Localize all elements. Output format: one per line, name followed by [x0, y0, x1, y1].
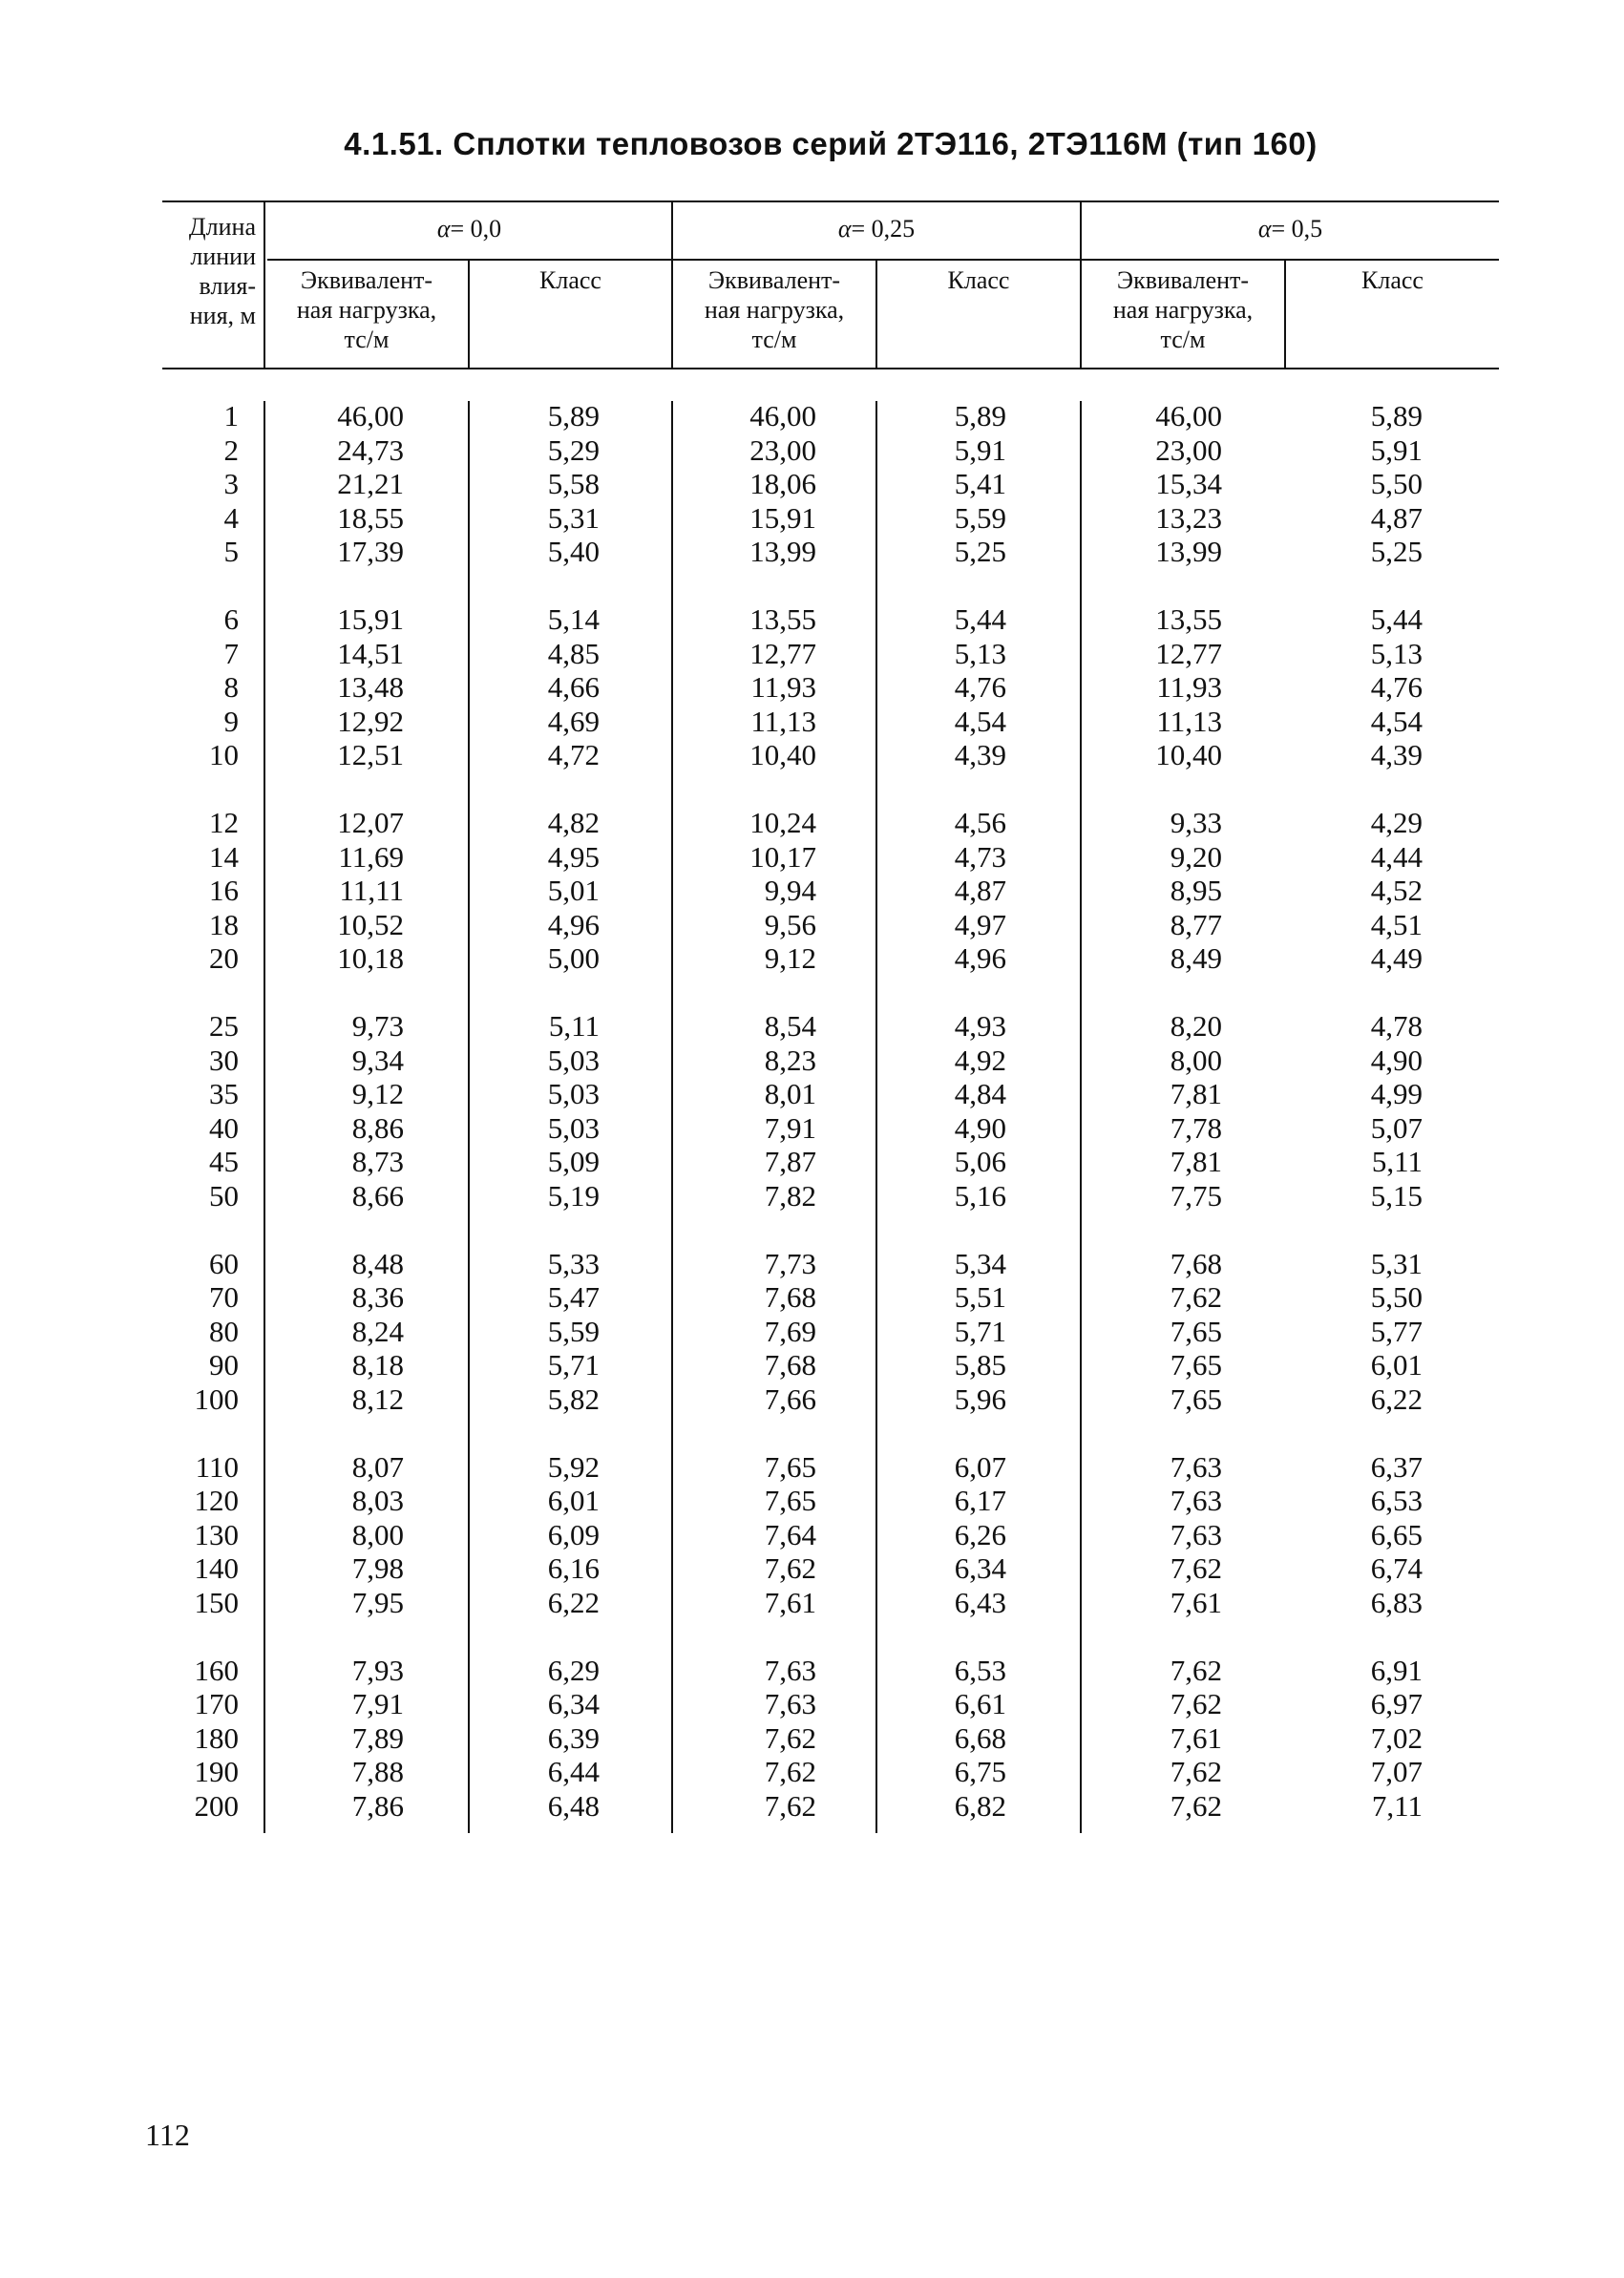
- class-cell: 6,07: [954, 1449, 1006, 1484]
- equivalent-load-cell: 7,63: [1170, 1484, 1222, 1517]
- page-number: 112: [145, 2118, 190, 2152]
- class-cell: 4,90: [954, 1110, 1006, 1145]
- alpha-value: = 0,25: [851, 215, 916, 243]
- equivalent-load-cell: 7,95: [351, 1585, 404, 1619]
- class-cell: 5,91: [1370, 432, 1423, 467]
- equivalent-load-cell: 7,63: [764, 1687, 816, 1720]
- equivalent-load-cell: 7,63: [1170, 1517, 1222, 1551]
- equivalent-load-cell: 10,52: [337, 907, 404, 941]
- row-length-cell: 10: [209, 738, 239, 771]
- class-cell: 5,89: [547, 399, 600, 432]
- header-class-2: Класс: [947, 266, 1010, 294]
- class-cell: 4,54: [1370, 704, 1423, 738]
- row-length-cell: 50: [209, 1178, 239, 1213]
- equivalent-load-cell: 8,77: [1170, 907, 1222, 941]
- class-cell: 6,37: [1370, 1449, 1423, 1484]
- row-length-cell: 200: [194, 1788, 239, 1823]
- equivalent-load-cell: 7,65: [764, 1449, 816, 1484]
- alpha-symbol: α: [1257, 215, 1272, 243]
- equivalent-load-cell: 7,61: [1170, 1585, 1222, 1619]
- class-cell: 4,76: [1370, 670, 1423, 704]
- equivalent-load-cell: 9,33: [1170, 806, 1222, 839]
- class-cell: 5,25: [1370, 535, 1423, 568]
- equivalent-load-cell: 7,69: [764, 1314, 816, 1348]
- class-cell: 5,77: [1370, 1314, 1423, 1348]
- equivalent-load-cell: 18,06: [749, 467, 816, 500]
- equivalent-load-cell: 8,20: [1170, 1009, 1222, 1043]
- equivalent-load-cell: 11,13: [1156, 704, 1222, 738]
- class-cell: 4,29: [1370, 806, 1423, 839]
- equivalent-load-cell: 8,00: [1170, 1043, 1222, 1077]
- class-cell: 6,09: [547, 1517, 600, 1551]
- table-top-rule: [162, 200, 1499, 202]
- row-length-cell: 35: [209, 1077, 239, 1110]
- equivalent-load-cell: 18,55: [337, 500, 404, 535]
- equivalent-load-cell: 7,75: [1170, 1178, 1222, 1213]
- class-cell: 6,16: [547, 1551, 600, 1585]
- class-cell: 6,44: [547, 1755, 600, 1788]
- class-cell: 5,11: [1371, 1145, 1423, 1178]
- equivalent-load-cell: 7,87: [764, 1145, 816, 1178]
- equivalent-load-cell: 12,92: [337, 704, 404, 738]
- alpha-value: = 0,5: [1271, 215, 1323, 243]
- class-cell: 4,39: [954, 738, 1006, 771]
- class-cell: 5,96: [954, 1382, 1006, 1416]
- class-cell: 5,01: [547, 874, 600, 907]
- equivalent-load-cell: 46,00: [1155, 399, 1222, 432]
- row-length-cell: 150: [194, 1585, 239, 1619]
- class-cell: 5,50: [1370, 467, 1423, 500]
- equivalent-load-cell: 7,63: [764, 1653, 816, 1687]
- equivalent-load-cell: 17,39: [337, 535, 404, 568]
- class-cell: 5,71: [547, 1348, 600, 1382]
- class-cell: 4,78: [1370, 1009, 1423, 1043]
- equivalent-load-cell: 7,62: [764, 1788, 816, 1823]
- class-cell: 4,39: [1370, 738, 1423, 771]
- row-length-cell: 180: [194, 1720, 239, 1755]
- class-cell: 5,15: [1370, 1178, 1423, 1213]
- equivalent-load-cell: 13,99: [1155, 535, 1222, 568]
- row-length-cell: 5: [223, 535, 239, 568]
- class-cell: 5,89: [954, 399, 1006, 432]
- equivalent-load-cell: 23,00: [1155, 432, 1222, 467]
- equivalent-load-cell: 7,98: [351, 1551, 404, 1585]
- equivalent-load-cell: 7,91: [764, 1110, 816, 1145]
- class-cell: 5,33: [547, 1246, 600, 1280]
- equivalent-load-cell: 7,82: [764, 1178, 816, 1213]
- class-cell: 4,56: [954, 806, 1006, 839]
- class-cell: 6,82: [954, 1788, 1006, 1823]
- row-length-cell: 20: [209, 941, 239, 975]
- row-length-cell: 12: [209, 806, 239, 839]
- alpha-value: = 0,0: [450, 215, 502, 243]
- equivalent-load-cell: 46,00: [749, 399, 816, 432]
- class-cell: 6,83: [1370, 1585, 1423, 1619]
- class-cell: 5,34: [954, 1246, 1006, 1280]
- class-cell: 5,92: [547, 1449, 600, 1484]
- row-length-cell: 3: [223, 467, 239, 500]
- equivalent-load-cell: 12,77: [1155, 636, 1222, 670]
- row-length-cell: 18: [209, 907, 239, 941]
- row-length-cell: 140: [194, 1551, 239, 1585]
- equivalent-load-cell: 7,66: [764, 1382, 816, 1416]
- class-cell: 5,29: [547, 432, 600, 467]
- class-cell: 4,95: [547, 839, 600, 874]
- equivalent-load-cell: 7,65: [1170, 1382, 1222, 1416]
- class-cell: 4,99: [1370, 1077, 1423, 1110]
- equivalent-load-cell: 8,00: [351, 1517, 404, 1551]
- header-load-line: тс/м: [751, 326, 797, 353]
- row-length-cell: 25: [209, 1009, 239, 1043]
- header-load-line: тс/м: [344, 326, 390, 353]
- class-cell: 4,54: [954, 704, 1006, 738]
- class-cell: 5,44: [1370, 602, 1423, 636]
- class-cell: 6,17: [954, 1484, 1006, 1517]
- row-length-cell: 30: [209, 1043, 239, 1077]
- equivalent-load-cell: 7,81: [1170, 1145, 1222, 1178]
- header-load-2: [673, 265, 875, 354]
- equivalent-load-cell: 7,65: [1170, 1348, 1222, 1382]
- class-cell: 4,96: [954, 941, 1006, 975]
- class-cell: 7,07: [1370, 1755, 1423, 1788]
- equivalent-load-cell: 9,34: [351, 1043, 404, 1077]
- class-cell: 5,51: [954, 1280, 1006, 1314]
- class-cell: 7,02: [1370, 1720, 1423, 1755]
- class-cell: 6,22: [547, 1585, 600, 1619]
- class-cell: 5,25: [954, 535, 1006, 568]
- class-cell: 4,87: [1370, 500, 1423, 535]
- header-alpha-group-3: [1082, 214, 1499, 243]
- class-cell: 4,97: [954, 907, 1006, 941]
- equivalent-load-cell: 8,01: [764, 1077, 816, 1110]
- equivalent-load-cell: 7,64: [764, 1517, 816, 1551]
- class-cell: 4,82: [547, 806, 600, 839]
- row-length-cell: 45: [209, 1145, 239, 1178]
- table-title: 4.1.51. Сплотки тепловозов серий 2ТЭ116, 2ТЭ116М (тип 160): [344, 126, 1318, 161]
- equivalent-load-cell: 8,07: [351, 1449, 404, 1484]
- row-length-cell: 130: [194, 1517, 239, 1551]
- class-cell: 5,13: [954, 636, 1006, 670]
- class-cell: 6,01: [1370, 1348, 1423, 1382]
- equivalent-load-cell: 8,86: [351, 1110, 404, 1145]
- equivalent-load-cell: 13,55: [749, 602, 816, 636]
- class-cell: 5,91: [954, 432, 1006, 467]
- equivalent-load-cell: 10,18: [337, 941, 404, 975]
- equivalent-load-cell: 7,73: [764, 1246, 816, 1280]
- equivalent-load-cell: 7,89: [351, 1720, 404, 1755]
- equivalent-load-cell: 7,78: [1170, 1110, 1222, 1145]
- equivalent-load-cell: 10,17: [749, 839, 816, 874]
- header-load-line: ная нагрузка,: [1112, 296, 1254, 324]
- class-cell: 4,44: [1370, 839, 1423, 874]
- equivalent-load-cell: 46,00: [337, 399, 404, 432]
- equivalent-load-cell: 8,12: [351, 1382, 404, 1416]
- class-cell: 6,61: [954, 1687, 1006, 1720]
- equivalent-load-cell: 13,48: [337, 670, 404, 704]
- equivalent-load-cell: 11,93: [750, 670, 816, 704]
- class-cell: 5,85: [954, 1348, 1006, 1382]
- equivalent-load-cell: 7,63: [1170, 1449, 1222, 1484]
- equivalent-load-cell: 8,73: [351, 1145, 404, 1178]
- equivalent-load-cell: 7,91: [351, 1687, 404, 1720]
- class-cell: 4,66: [547, 670, 600, 704]
- class-cell: 5,06: [954, 1145, 1006, 1178]
- equivalent-load-cell: 11,13: [750, 704, 816, 738]
- class-cell: 5,41: [954, 467, 1006, 500]
- equivalent-load-cell: 15,34: [1155, 467, 1222, 500]
- row-length-cell: 1: [223, 399, 239, 432]
- class-cell: 4,84: [954, 1077, 1006, 1110]
- class-cell: 5,82: [547, 1382, 600, 1416]
- equivalent-load-cell: 15,91: [337, 602, 404, 636]
- row-length-cell: 90: [209, 1348, 239, 1382]
- equivalent-load-cell: 12,51: [337, 738, 404, 771]
- header-alpha-group-2: [673, 214, 1080, 243]
- row-length-cell: 60: [209, 1246, 239, 1280]
- row-length-cell: 80: [209, 1314, 239, 1348]
- equivalent-load-cell: 9,94: [764, 874, 816, 907]
- equivalent-load-cell: 7,62: [764, 1755, 816, 1788]
- alpha-symbol: α: [837, 215, 852, 243]
- row-length-cell: 70: [209, 1280, 239, 1314]
- equivalent-load-cell: 7,62: [1170, 1788, 1222, 1823]
- class-cell: 5,40: [547, 535, 600, 568]
- class-cell: 5,14: [547, 602, 600, 636]
- class-cell: 5,00: [547, 941, 600, 975]
- equivalent-load-cell: 9,20: [1170, 839, 1222, 874]
- equivalent-load-cell: 7,62: [1170, 1687, 1222, 1720]
- class-cell: 6,43: [954, 1585, 1006, 1619]
- equivalent-load-cell: 10,40: [1155, 738, 1222, 771]
- equivalent-load-cell: 8,49: [1170, 941, 1222, 975]
- class-cell: 5,31: [547, 500, 600, 535]
- class-cell: 6,68: [954, 1720, 1006, 1755]
- equivalent-load-cell: 13,55: [1155, 602, 1222, 636]
- class-cell: 5,07: [1370, 1110, 1423, 1145]
- class-cell: 5,71: [954, 1314, 1006, 1348]
- class-cell: 5,89: [1370, 399, 1423, 432]
- equivalent-load-cell: 7,68: [764, 1280, 816, 1314]
- equivalent-load-cell: 23,00: [749, 432, 816, 467]
- class-cell: 4,49: [1370, 941, 1423, 975]
- equivalent-load-cell: 11,93: [1156, 670, 1222, 704]
- equivalent-load-cell: 7,62: [764, 1551, 816, 1585]
- class-cell: 4,69: [547, 704, 600, 738]
- class-cell: 4,92: [954, 1043, 1006, 1077]
- equivalent-load-cell: 7,61: [764, 1585, 816, 1619]
- equivalent-load-cell: 9,12: [764, 941, 816, 975]
- class-cell: 6,65: [1370, 1517, 1423, 1551]
- row-length-cell: 14: [209, 839, 239, 874]
- class-cell: 5,59: [954, 500, 1006, 535]
- row-length-cell: 160: [194, 1653, 239, 1687]
- equivalent-load-cell: 13,23: [1155, 500, 1222, 535]
- equivalent-load-cell: 15,91: [749, 500, 816, 535]
- class-cell: 5,50: [1370, 1280, 1423, 1314]
- equivalent-load-cell: 8,36: [351, 1280, 404, 1314]
- header-alpha-group-1: [267, 214, 671, 243]
- equivalent-load-cell: 7,86: [351, 1788, 404, 1823]
- class-cell: 5,03: [547, 1043, 600, 1077]
- row-length-cell: 7: [223, 636, 239, 670]
- equivalent-load-cell: 7,68: [1170, 1246, 1222, 1280]
- class-cell: 6,34: [954, 1551, 1006, 1585]
- header-length-line: ния, м: [189, 302, 256, 329]
- class-cell: 6,48: [547, 1788, 600, 1823]
- class-cell: 6,01: [547, 1484, 600, 1517]
- equivalent-load-cell: 7,62: [1170, 1280, 1222, 1314]
- header-load-line: Эквивалент-: [707, 266, 841, 294]
- equivalent-load-cell: 7,68: [764, 1348, 816, 1382]
- class-cell: 5,31: [1370, 1246, 1423, 1280]
- equivalent-load-cell: 8,24: [351, 1314, 404, 1348]
- equivalent-load-cell: 9,12: [351, 1077, 404, 1110]
- equivalent-load-cell: 8,48: [351, 1246, 404, 1280]
- header-load-line: ная нагрузка,: [296, 296, 437, 324]
- row-length-cell: 110: [195, 1449, 239, 1484]
- equivalent-load-cell: 9,56: [764, 907, 816, 941]
- class-cell: 4,90: [1370, 1043, 1423, 1077]
- equivalent-load-cell: 12,07: [337, 806, 404, 839]
- class-cell: 6,97: [1370, 1687, 1423, 1720]
- header-length-line: Длина: [188, 213, 256, 241]
- equivalent-load-cell: 7,62: [1170, 1653, 1222, 1687]
- class-cell: 5,09: [547, 1145, 600, 1178]
- class-cell: 5,58: [547, 467, 600, 500]
- equivalent-load-cell: 9,73: [351, 1009, 404, 1043]
- row-length-cell: 170: [194, 1687, 239, 1720]
- equivalent-load-cell: 21,21: [337, 467, 404, 500]
- header-load-line: ная нагрузка,: [704, 296, 845, 324]
- class-cell: 4,93: [954, 1009, 1006, 1043]
- class-cell: 6,74: [1370, 1551, 1423, 1585]
- header-length-line: линии: [190, 243, 256, 270]
- equivalent-load-cell: 8,54: [764, 1009, 816, 1043]
- class-cell: 4,51: [1370, 907, 1423, 941]
- header-bottom-rule: [162, 368, 1499, 369]
- equivalent-load-cell: 8,66: [351, 1178, 404, 1213]
- class-cell: 4,85: [547, 636, 600, 670]
- class-cell: 6,26: [954, 1517, 1006, 1551]
- equivalent-load-cell: 8,95: [1170, 874, 1222, 907]
- class-cell: 6,22: [1370, 1382, 1423, 1416]
- equivalent-load-cell: 12,77: [749, 636, 816, 670]
- equivalent-load-cell: 7,88: [351, 1755, 404, 1788]
- header-load-1: [265, 265, 468, 354]
- header-load-line: Эквивалент-: [300, 266, 433, 294]
- equivalent-load-cell: 7,81: [1170, 1077, 1222, 1110]
- class-cell: 4,87: [954, 874, 1006, 907]
- row-length-cell: 100: [194, 1382, 239, 1416]
- class-cell: 5,47: [547, 1280, 600, 1314]
- class-cell: 6,53: [1370, 1484, 1423, 1517]
- class-cell: 4,96: [547, 907, 600, 941]
- class-cell: 5,19: [547, 1178, 600, 1213]
- row-length-cell: 4: [223, 500, 239, 535]
- header-group-rule: [267, 259, 1499, 261]
- header-load-line: тс/м: [1160, 326, 1206, 353]
- equivalent-load-cell: 11,69: [338, 839, 404, 874]
- class-cell: 6,34: [547, 1687, 600, 1720]
- header-load-3: [1082, 265, 1284, 354]
- class-cell: 4,76: [954, 670, 1006, 704]
- header-class-1: Класс: [539, 266, 601, 294]
- alpha-symbol: α: [436, 215, 451, 243]
- class-cell: 6,75: [954, 1755, 1006, 1788]
- equivalent-load-cell: 7,62: [1170, 1551, 1222, 1585]
- equivalent-load-cell: 7,65: [764, 1484, 816, 1517]
- header-length-line: влия-: [199, 272, 256, 300]
- class-cell: 6,91: [1370, 1653, 1423, 1687]
- equivalent-load-cell: 7,93: [351, 1653, 404, 1687]
- class-cell: 6,39: [547, 1720, 600, 1755]
- equivalent-load-cell: 14,51: [337, 636, 404, 670]
- row-length-cell: 9: [223, 704, 239, 738]
- class-cell: 5,03: [547, 1110, 600, 1145]
- equivalent-load-cell: 10,40: [749, 738, 816, 771]
- class-cell: 5,16: [954, 1178, 1006, 1213]
- row-length-cell: 8: [223, 670, 239, 704]
- equivalent-load-cell: 7,65: [1170, 1314, 1222, 1348]
- equivalent-load-cell: 10,24: [749, 806, 816, 839]
- row-length-cell: 120: [194, 1484, 239, 1517]
- equivalent-load-cell: 8,23: [764, 1043, 816, 1077]
- row-length-cell: 2: [223, 432, 239, 467]
- equivalent-load-cell: 8,18: [351, 1348, 404, 1382]
- header-length: [153, 212, 256, 330]
- class-cell: 5,44: [954, 602, 1006, 636]
- header-load-line: Эквивалент-: [1116, 266, 1250, 294]
- class-cell: 7,11: [1371, 1788, 1423, 1823]
- equivalent-load-cell: 11,11: [339, 874, 404, 907]
- row-length-cell: 6: [223, 602, 239, 636]
- class-cell: 4,72: [547, 738, 600, 771]
- equivalent-load-cell: 13,99: [749, 535, 816, 568]
- class-cell: 4,52: [1370, 874, 1423, 907]
- class-cell: 5,13: [1370, 636, 1423, 670]
- row-length-cell: 16: [209, 874, 239, 907]
- equivalent-load-cell: 8,03: [351, 1484, 404, 1517]
- row-length-cell: 190: [194, 1755, 239, 1788]
- class-cell: 5,11: [548, 1009, 600, 1043]
- class-cell: 6,53: [954, 1653, 1006, 1687]
- class-cell: 5,59: [547, 1314, 600, 1348]
- class-cell: 5,03: [547, 1077, 600, 1110]
- class-cell: 4,73: [954, 839, 1006, 874]
- equivalent-load-cell: 24,73: [337, 432, 404, 467]
- equivalent-load-cell: 7,61: [1170, 1720, 1222, 1755]
- equivalent-load-cell: 7,62: [764, 1720, 816, 1755]
- equivalent-load-cell: 7,62: [1170, 1755, 1222, 1788]
- class-cell: 6,29: [547, 1653, 600, 1687]
- row-length-cell: 40: [209, 1110, 239, 1145]
- header-class-3: Класс: [1361, 266, 1424, 294]
